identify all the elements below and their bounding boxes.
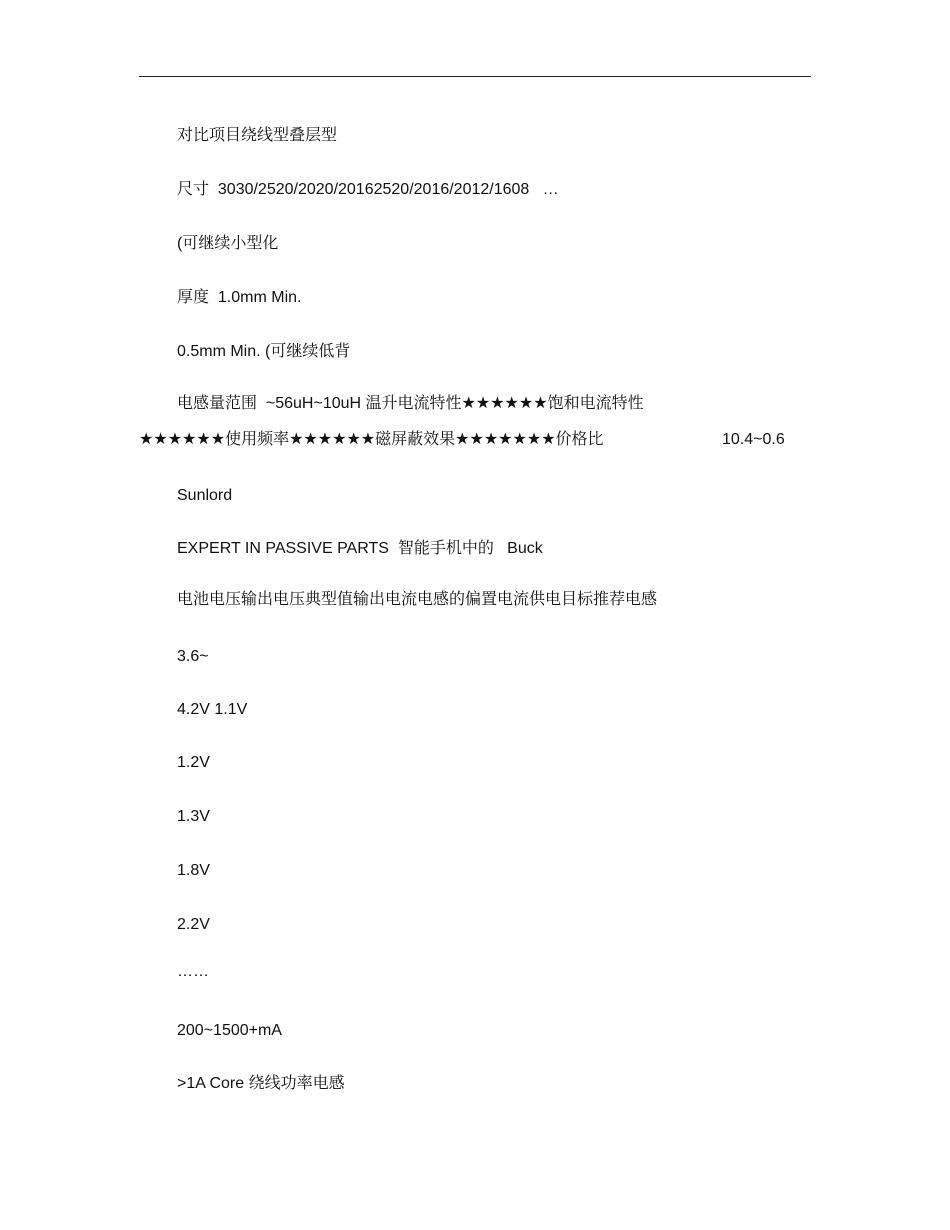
text-line-recommendation: >1A Core 绕线功率电感 [177, 1075, 345, 1092]
text-line-thickness: 厚度 1.0mm Min. [177, 289, 302, 306]
text-line-voltage-4: 1.8V [177, 862, 210, 879]
text-line-miniaturize: (可继续小型化 [177, 235, 279, 252]
text-line-current: 200~1500+mA [177, 1022, 282, 1039]
text-line-battery-voltage: 3.6~ [177, 648, 209, 665]
text-line-low-profile: 0.5mm Min. (可继续低背 [177, 343, 351, 360]
text-line-price-ratio: 10.4~0.6 [722, 431, 785, 448]
text-line-tagline: EXPERT IN PASSIVE PARTS 智能手机中的 Buck [177, 540, 543, 557]
text-line-ratings: ★★★★★★使用频率★★★★★★磁屏蔽效果★★★★★★★价格比 [139, 431, 604, 448]
text-line-comparison-header: 对比项目绕线型叠层型 [177, 127, 338, 144]
text-line-voltage-5: 2.2V [177, 916, 210, 933]
text-line-voltage-1: 4.2V 1.1V [177, 701, 248, 718]
text-line-inductance-range: 电感量范围 ~56uH~10uH 温升电流特性★★★★★★饱和电流特性 [177, 395, 644, 412]
text-line-table-header: 电池电压输出电压典型值输出电流电感的偏置电流供电目标推荐电感 [177, 591, 658, 608]
text-line-voltage-2: 1.2V [177, 754, 210, 771]
text-line-brand: Sunlord [177, 487, 233, 504]
text-line-voltage-3: 1.3V [177, 808, 210, 825]
text-line-ellipsis: …… [177, 963, 209, 980]
text-line-size: 尺寸 3030/2520/2020/20162520/2016/2012/1608 … [177, 181, 559, 198]
header-rule [139, 76, 811, 77]
